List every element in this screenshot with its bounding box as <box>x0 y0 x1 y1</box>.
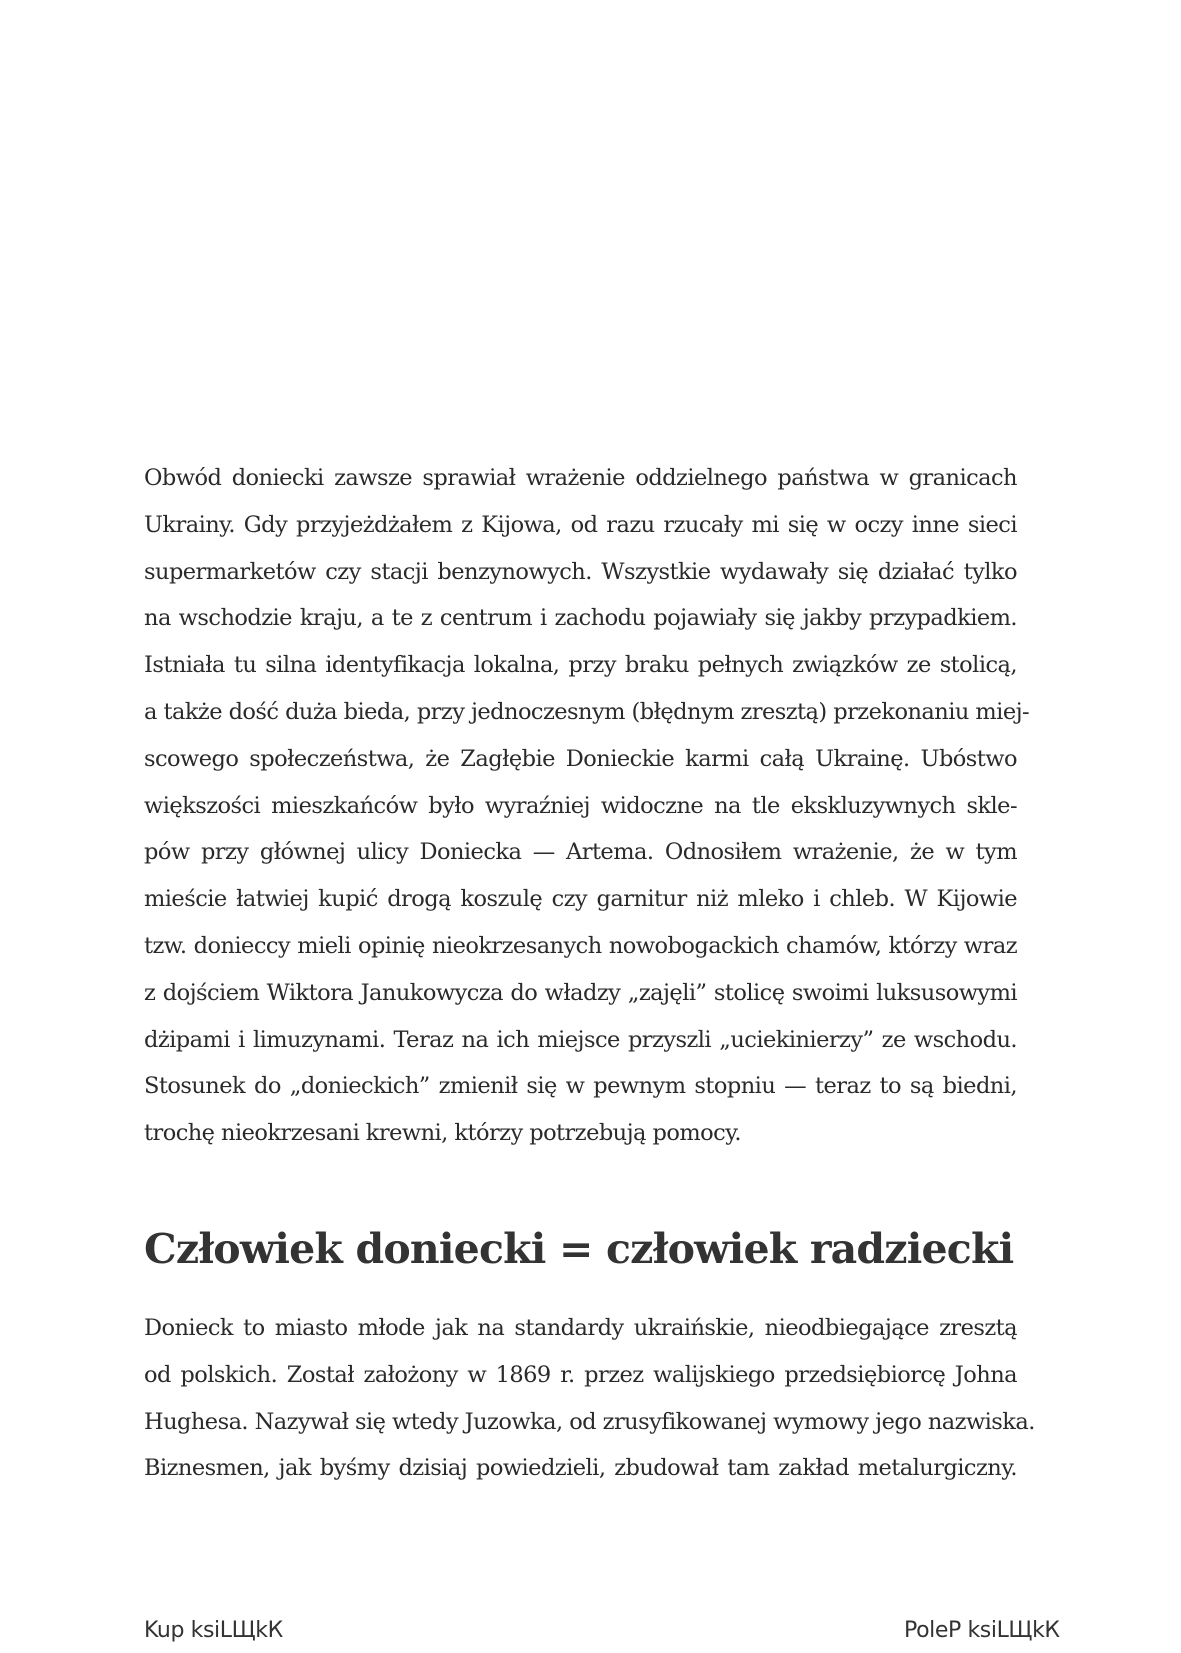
text-line: Biznesmen, jak byśmy dzisiaj powiedzieli, zbudował tam zakład metalurgiczny. <box>144 1455 1017 1482</box>
footer-buy-book-link[interactable]: Kup ksiLЩkК <box>144 1618 283 1643</box>
body-paragraph-1 <box>144 455 1030 1157</box>
text-line: supermarketów czy stacji benzynowych. Wszystkie wydawały się działać tylko <box>144 558 1017 585</box>
text-line: większości mieszkańców było wyraźniej widoczne na tle ekskluzywnych skle- <box>144 792 1017 819</box>
text-line: z dojściem Wiktora Janukowycza do władzy „zajęli” stolicę swoimi luksusowymi <box>144 979 1017 1006</box>
text-line: dżipami i limuzynami. Teraz na ich miejsce przyszli „uciekinierzy” ze wschodu. <box>144 1026 1017 1053</box>
text-line: Donieck to miasto młode jak na standardy ukraińskie, nieodbiegające zresztą <box>144 1315 1017 1341</box>
text-line: tzw. donieccy mieli opinię nieokrzesanych nowobogackich chamów, którzy wraz <box>144 932 1017 959</box>
section-heading: Człowiek doniecki = człowiek radziecki <box>144 1225 1014 1273</box>
page-content <box>144 455 1035 1482</box>
text-line: Obwód doniecki zawsze sprawiał wrażenie oddzielnego państwa w granicach <box>144 465 1017 491</box>
text-line: Hughesa. Nazywał się wtedy Juzowka, od zrusyfikowanej wymowy jego nazwiska. <box>144 1408 1035 1435</box>
body-paragraph-2 <box>144 1305 1035 1492</box>
text-line: mieście łatwiej kupić drogą koszulę czy garnitur niż mleko i chleb. W Kijowie <box>144 886 1017 913</box>
text-line: pów przy głównej ulicy Doniecka — Artema. Odnosiłem wrażenie, że w tym <box>144 839 1017 866</box>
text-line: Istniała tu silna identyfikacja lokalna, przy braku pełnych związków ze stolicą, <box>144 652 1017 679</box>
text-line: Stosunek do „donieckich” zmienił się w pewnym stopniu — teraz to są biedni, <box>144 1073 1017 1100</box>
footer-recommend-book-link[interactable]: PoleP ksiLЩkК <box>904 1618 1060 1643</box>
text-line: trochę nieokrzesani krewni, którzy potrzebują pomocy. <box>144 1120 741 1147</box>
text-line: na wschodzie kraju, a te z centrum i zachodu pojawiały się jakby przypadkiem. <box>144 605 1017 632</box>
text-line: Ukrainy. Gdy przyjeżdżałem z Kijowa, od razu rzucały mi się w oczy inne sieci <box>144 511 1017 538</box>
text-line: od polskich. Został założony w 1869 r. przez walijskiego przedsiębiorcę Johna <box>144 1361 1017 1388</box>
text-line: scowego społeczeństwa, że Zagłębie Donieckie karmi całą Ukrainę. Ubóstwo <box>144 745 1017 772</box>
text-line: a także dość duża bieda, przy jednoczesnym (błędnym zresztą) przekonaniu miej- <box>144 698 1030 725</box>
